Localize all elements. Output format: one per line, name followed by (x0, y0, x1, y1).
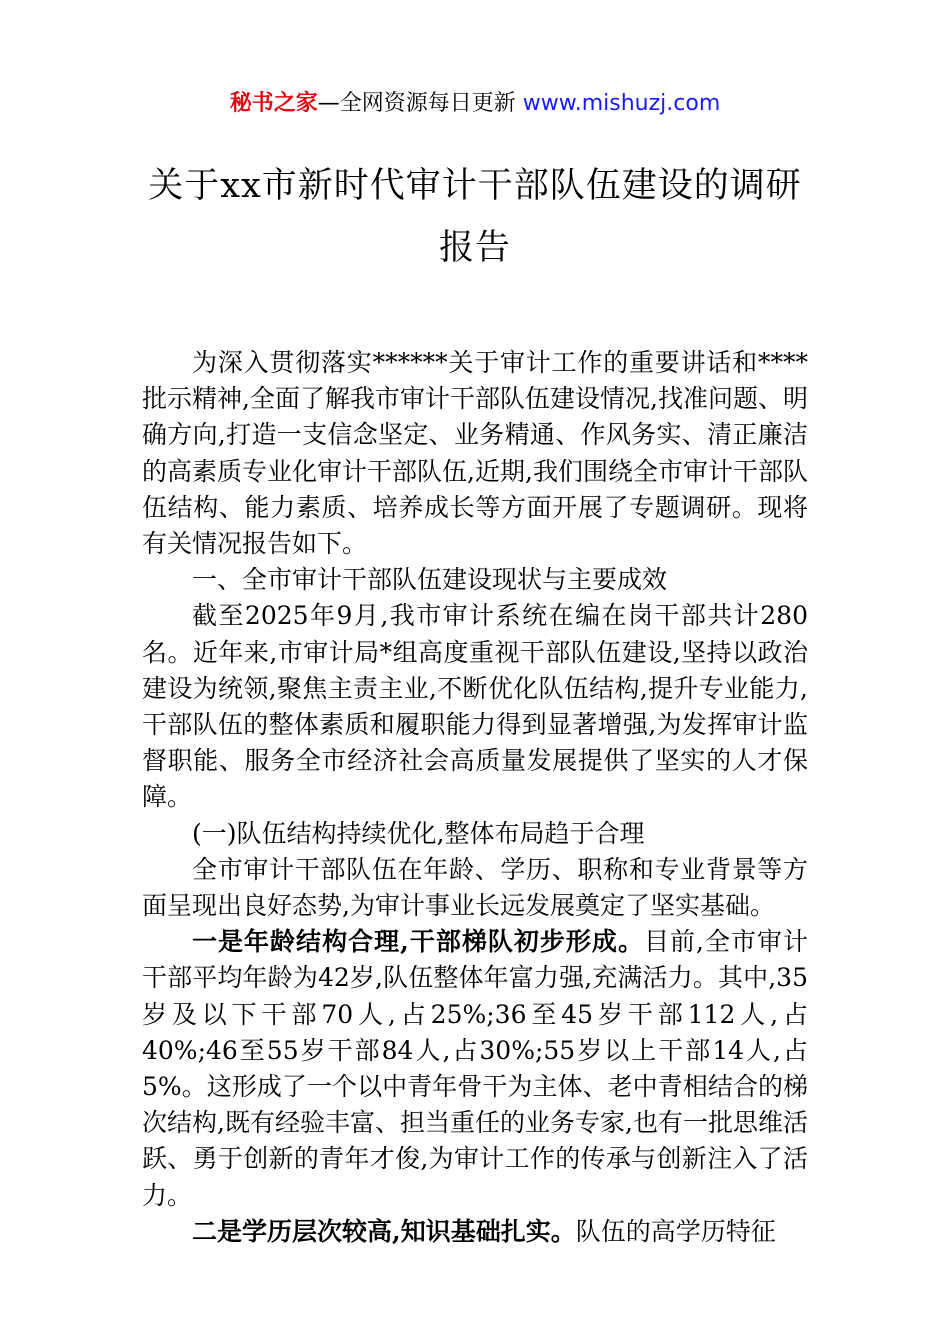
site-url-link[interactable]: www.mishuzj.com (522, 91, 721, 116)
title-line-2: 报告 (438, 228, 511, 268)
age-structure-paragraph (142, 924, 808, 1214)
education-text: 队伍的高学历特征 (575, 1216, 776, 1246)
status-paragraph: 截至2025年9月,我市审计系统在编在岗干部共计280名。近年来,市审计局*组高度重视干部队伍建设,坚持以政治建设为统领,聚焦主责主业,不断优化队伍结构,提升专业能力,干部队伍的整体素质和履职能力得到显著增强,为发挥审计监督职能、服务全市经济社会高质量发展提供了坚实的人才保障。 (142, 601, 808, 812)
title-prefix: 关于 (148, 166, 221, 206)
age-structure-lead: 一是年龄结构合理,干部梯队初步形成。 (192, 927, 644, 957)
title-placeholder: xx (220, 166, 262, 206)
site-header (0, 88, 950, 120)
document-title (100, 155, 850, 279)
document-body (142, 345, 808, 1250)
structure-paragraph: 全市审计干部队伍在年龄、学历、职称和专业背景等方面呈现出良好态势,为审计事业长远发展奠定了坚实基础。 (142, 854, 808, 921)
brand-name: 秘书之家 (229, 91, 318, 116)
age-structure-text: 目前,全市审计干部平均年龄为42岁,队伍整体年富力强,充满活力。其中,35岁及以下干部70人,占25%;36至45岁干部112人,占40%;46至55岁干部84人,占30%;55岁以上干部14人,占5%。这形成了一个以中青年骨干为主体、老中青相结合的梯次结构,既有经验丰富、担当重任的业务专家,也有一批思维活跃、勇于创新的青年才俊,为审计工作的传承与创新注入了活力。 (142, 927, 808, 1210)
intro-paragraph: 为深入贯彻落实******关于审计工作的重要讲话和****批示精神,全面了解我市审计干部队伍建设情况,找准问题、明确方向,打造一支信念坚定、业务精通、作风务实、清正廉洁的高素质专业化审计干部队伍,近期,我们围绕全市审计干部队伍结构、能力素质、培养成长等方面开展了专题调研。现将有关情况报告如下。 (142, 348, 808, 559)
education-paragraph (142, 1214, 808, 1250)
subsection-heading-1: (一)队伍结构持续优化,整体布局趋于合理 (192, 818, 645, 848)
education-lead: 二是学历层次较高,知识基础扎实。 (192, 1216, 576, 1246)
section-heading-1: 一、全市审计干部队伍建设现状与主要成效 (192, 565, 668, 595)
title-line-1 (100, 155, 850, 217)
title-main: 市新时代审计干部队伍建设的调研 (261, 166, 802, 206)
header-tagline: —全网资源每日更新 (317, 91, 523, 116)
